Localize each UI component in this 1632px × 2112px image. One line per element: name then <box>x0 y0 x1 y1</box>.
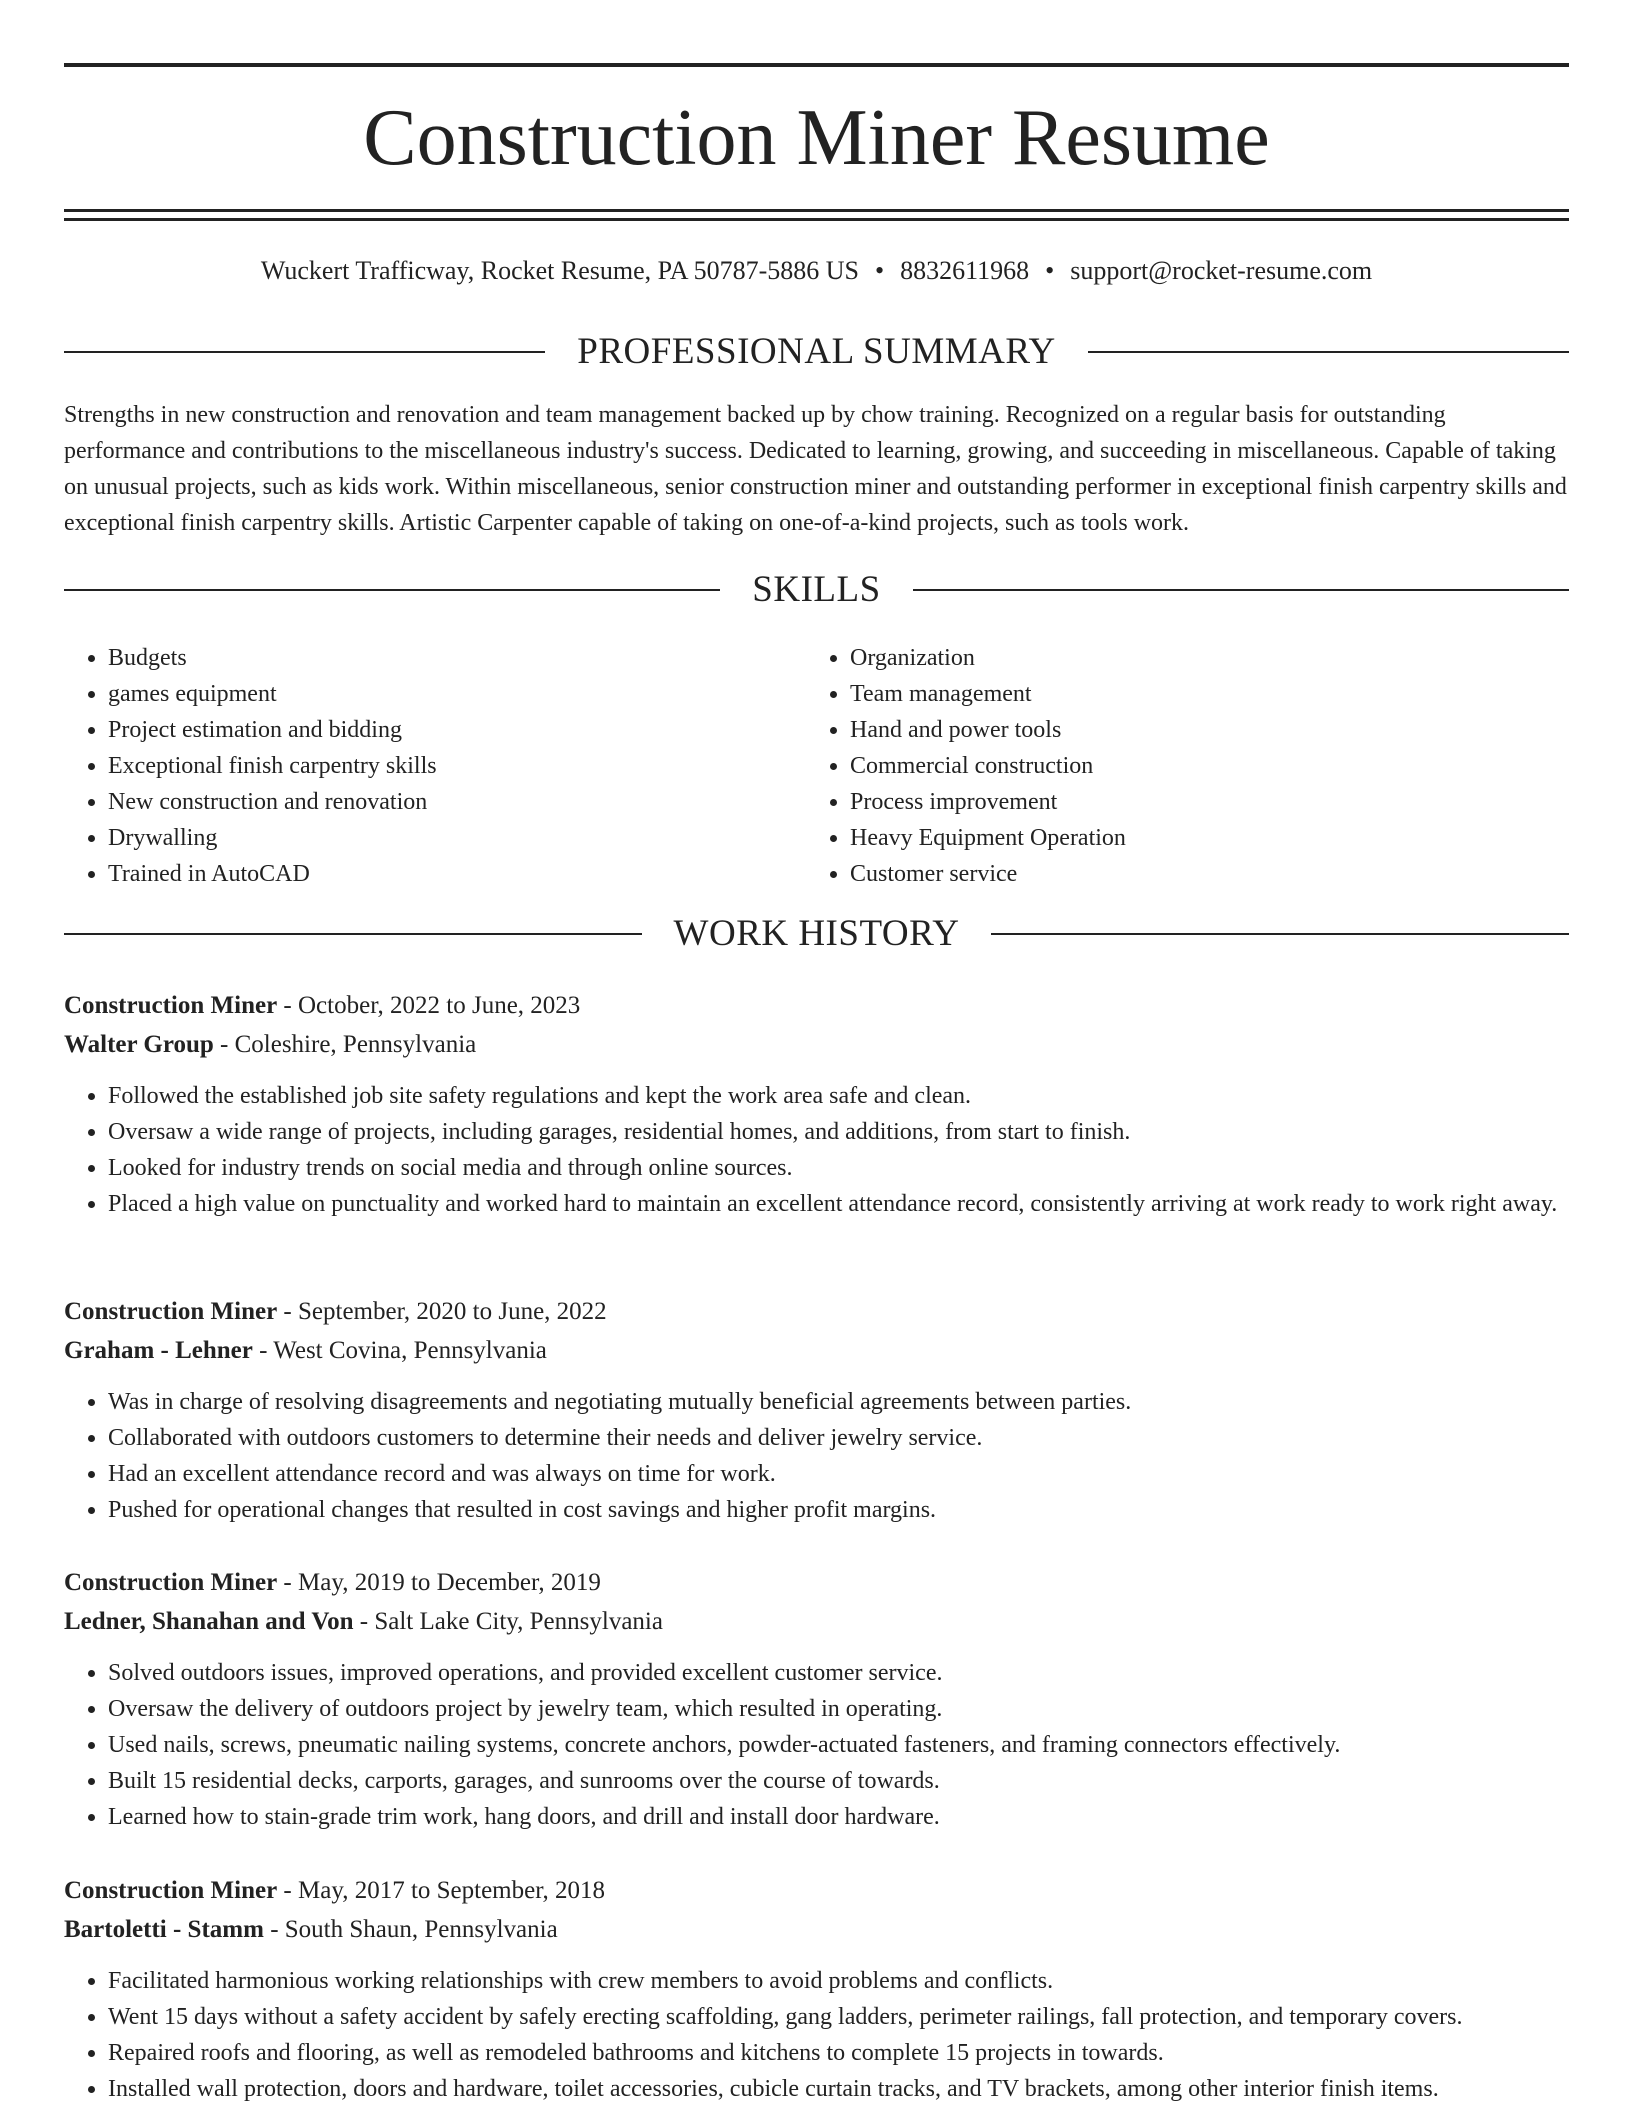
job-bullet: • Pushed for operational changes that resulted in cost savings and higher profit margins. <box>108 1492 1569 1528</box>
professional-summary: Strengths in new construction and renovation and team management backed up by chow training. Recognized on a regular basis for outstanding performance and contributions to the miscellaneous industry's success. Dedicated to learning, growing, and succeeding in miscellaneous. Capable of taking on unusual projects, such as kids work. Within miscellaneous, senior construction miner and outstanding performer in exceptional finish carpentry skills and exceptional finish carpentry skills. Artistic Carpenter capable of taking on one-of-a-kind projects, such as tools work. <box>64 402 1567 536</box>
skill-item: • Heavy Equipment Operation <box>850 820 1548 856</box>
skill-item: • Process improvement <box>850 784 1548 820</box>
skills-heading: SKILLS <box>752 569 881 610</box>
skill-item: • New construction and renovation <box>108 784 806 820</box>
job-bullets <box>64 1963 1569 2107</box>
job-location: - Salt Lake City, Pennsylvania <box>353 1608 663 1635</box>
job-bullet: • Facilitated harmonious working relationships with crew members to avoid problems and conflicts. <box>108 1963 1569 1999</box>
work-history-header <box>64 912 1569 956</box>
header-rule <box>64 933 642 935</box>
job-bullet: • Oversaw the delivery of outdoors project by jewelry team, which resulted in operating. <box>108 1691 1569 1727</box>
contact-line <box>64 254 1569 288</box>
header-rule <box>64 351 545 353</box>
contact-separator: • <box>874 256 885 285</box>
job-bullet: • Repaired roofs and flooring, as well as remodeled bathrooms and kitchens to complete 15 projects in towards. <box>108 2035 1569 2071</box>
job-title-line <box>64 986 1569 1025</box>
job-entry <box>64 986 1569 1222</box>
contact-phone: 8832611968 <box>900 256 1030 285</box>
skill-item: • Customer service <box>850 856 1548 892</box>
job-company-line <box>64 1910 1569 1949</box>
skill-item: • Project estimation and bidding <box>108 712 806 748</box>
job-company: Bartoletti - Stamm <box>64 1916 264 1943</box>
contact-address: Wuckert Trafficway, Rocket Resume, PA 50787-5886 US <box>260 256 859 285</box>
summary-header <box>64 330 1569 374</box>
job-bullet: • Used nails, screws, pneumatic nailing systems, concrete anchors, powder-actuated fasteners, and framing connectors effectively. <box>108 1727 1569 1763</box>
job-bullet: • Installed wall protection, doors and hardware, toilet accessories, cubicle curtain tracks, and TV brackets, among other interior finish items. <box>108 2071 1569 2107</box>
job-dates: - October, 2022 to June, 2023 <box>277 992 581 1019</box>
contact-separator: • <box>1045 256 1055 285</box>
job-title-line <box>64 1871 1569 1910</box>
job-bullet: • Followed the established job site safety regulations and kept the work area safe and clean. <box>108 1078 1569 1114</box>
job-title-line <box>64 1563 1569 1602</box>
skill-item: • Exceptional finish carpentry skills <box>108 748 806 784</box>
job-bullets <box>64 1078 1569 1222</box>
job-bullet: • Oversaw a wide range of projects, including garages, residential homes, and additions, from start to finish. <box>108 1114 1569 1150</box>
job-dates: - September, 2020 to June, 2022 <box>277 1298 607 1325</box>
job-company: Graham - Lehner <box>64 1337 253 1364</box>
job-bullet: • Had an excellent attendance record and was always on time for work. <box>108 1456 1569 1492</box>
job-entry <box>64 1292 1569 1528</box>
header-rule <box>991 933 1569 935</box>
skills-header <box>64 568 1569 612</box>
header-rule <box>913 589 1569 591</box>
job-bullet: • Built 15 residential decks, carports, garages, and sunrooms over the course of towards. <box>108 1763 1569 1799</box>
header-rule <box>64 589 720 591</box>
skill-item: • Hand and power tools <box>850 712 1548 748</box>
job-bullet: • Looked for industry trends on social media and through online sources. <box>108 1150 1569 1186</box>
contact-email: support@rocket-resume.com <box>1070 256 1373 285</box>
header-rule <box>1088 351 1569 353</box>
skill-item: • Organization <box>850 640 1548 676</box>
resume-title: Construction Miner Resume <box>363 94 1270 182</box>
skill-item: • Trained in AutoCAD <box>108 856 806 892</box>
skill-item: • Budgets <box>108 640 806 676</box>
job-bullet: • Went 15 days without a safety accident by safely erecting scaffolding, gang ladders, perimeter railings, fall protection, and temporary covers. <box>108 1999 1569 2035</box>
top-rule <box>64 63 1569 67</box>
job-company: Ledner, Shanahan and Von <box>64 1608 354 1635</box>
summary-heading: PROFESSIONAL SUMMARY <box>577 331 1056 372</box>
job-dates: - May, 2019 to December, 2019 <box>277 1569 601 1596</box>
job-bullets <box>64 1384 1569 1528</box>
job-company-line <box>64 1331 1569 1370</box>
work-history-heading: WORK HISTORY <box>673 913 960 954</box>
skills-column-left <box>64 640 806 892</box>
skills-list <box>64 640 1569 892</box>
skill-item: • games equipment <box>108 676 806 712</box>
job-title: Construction Miner <box>64 1569 278 1596</box>
job-title: Construction Miner <box>64 1298 278 1325</box>
job-bullet: • Placed a high value on punctuality and worked hard to maintain an excellent attendance record, consistently arriving at work ready to work right away. <box>108 1186 1569 1222</box>
skills-column-right <box>806 640 1548 892</box>
job-title: Construction Miner <box>64 992 278 1019</box>
job-entry <box>64 1871 1569 2107</box>
job-bullet: • Was in charge of resolving disagreements and negotiating mutually beneficial agreements between parties. <box>108 1384 1569 1420</box>
job-bullet: • Learned how to stain-grade trim work, hang doors, and drill and install door hardware. <box>108 1799 1569 1835</box>
job-bullet: • Solved outdoors issues, improved operations, and provided excellent customer service. <box>108 1655 1569 1691</box>
job-location: - South Shaun, Pennsylvania <box>263 1916 558 1943</box>
double-rule <box>64 209 1569 221</box>
job-entry <box>64 1563 1569 1835</box>
skill-item: • Team management <box>850 676 1548 712</box>
job-title-line <box>64 1292 1569 1331</box>
job-location: - West Covina, Pennsylvania <box>252 1337 547 1364</box>
job-company-line <box>64 1602 1569 1641</box>
job-bullets <box>64 1655 1569 1835</box>
skill-item: • Commercial construction <box>850 748 1548 784</box>
job-location: - Coleshire, Pennsylvania <box>213 1031 477 1058</box>
job-title: Construction Miner <box>64 1877 278 1904</box>
job-company: Walter Group <box>64 1031 214 1058</box>
job-bullet: • Collaborated with outdoors customers to determine their needs and deliver jewelry service. <box>108 1420 1569 1456</box>
skill-item: • Drywalling <box>108 820 806 856</box>
job-dates: - May, 2017 to September, 2018 <box>277 1877 606 1904</box>
job-company-line <box>64 1025 1569 1064</box>
